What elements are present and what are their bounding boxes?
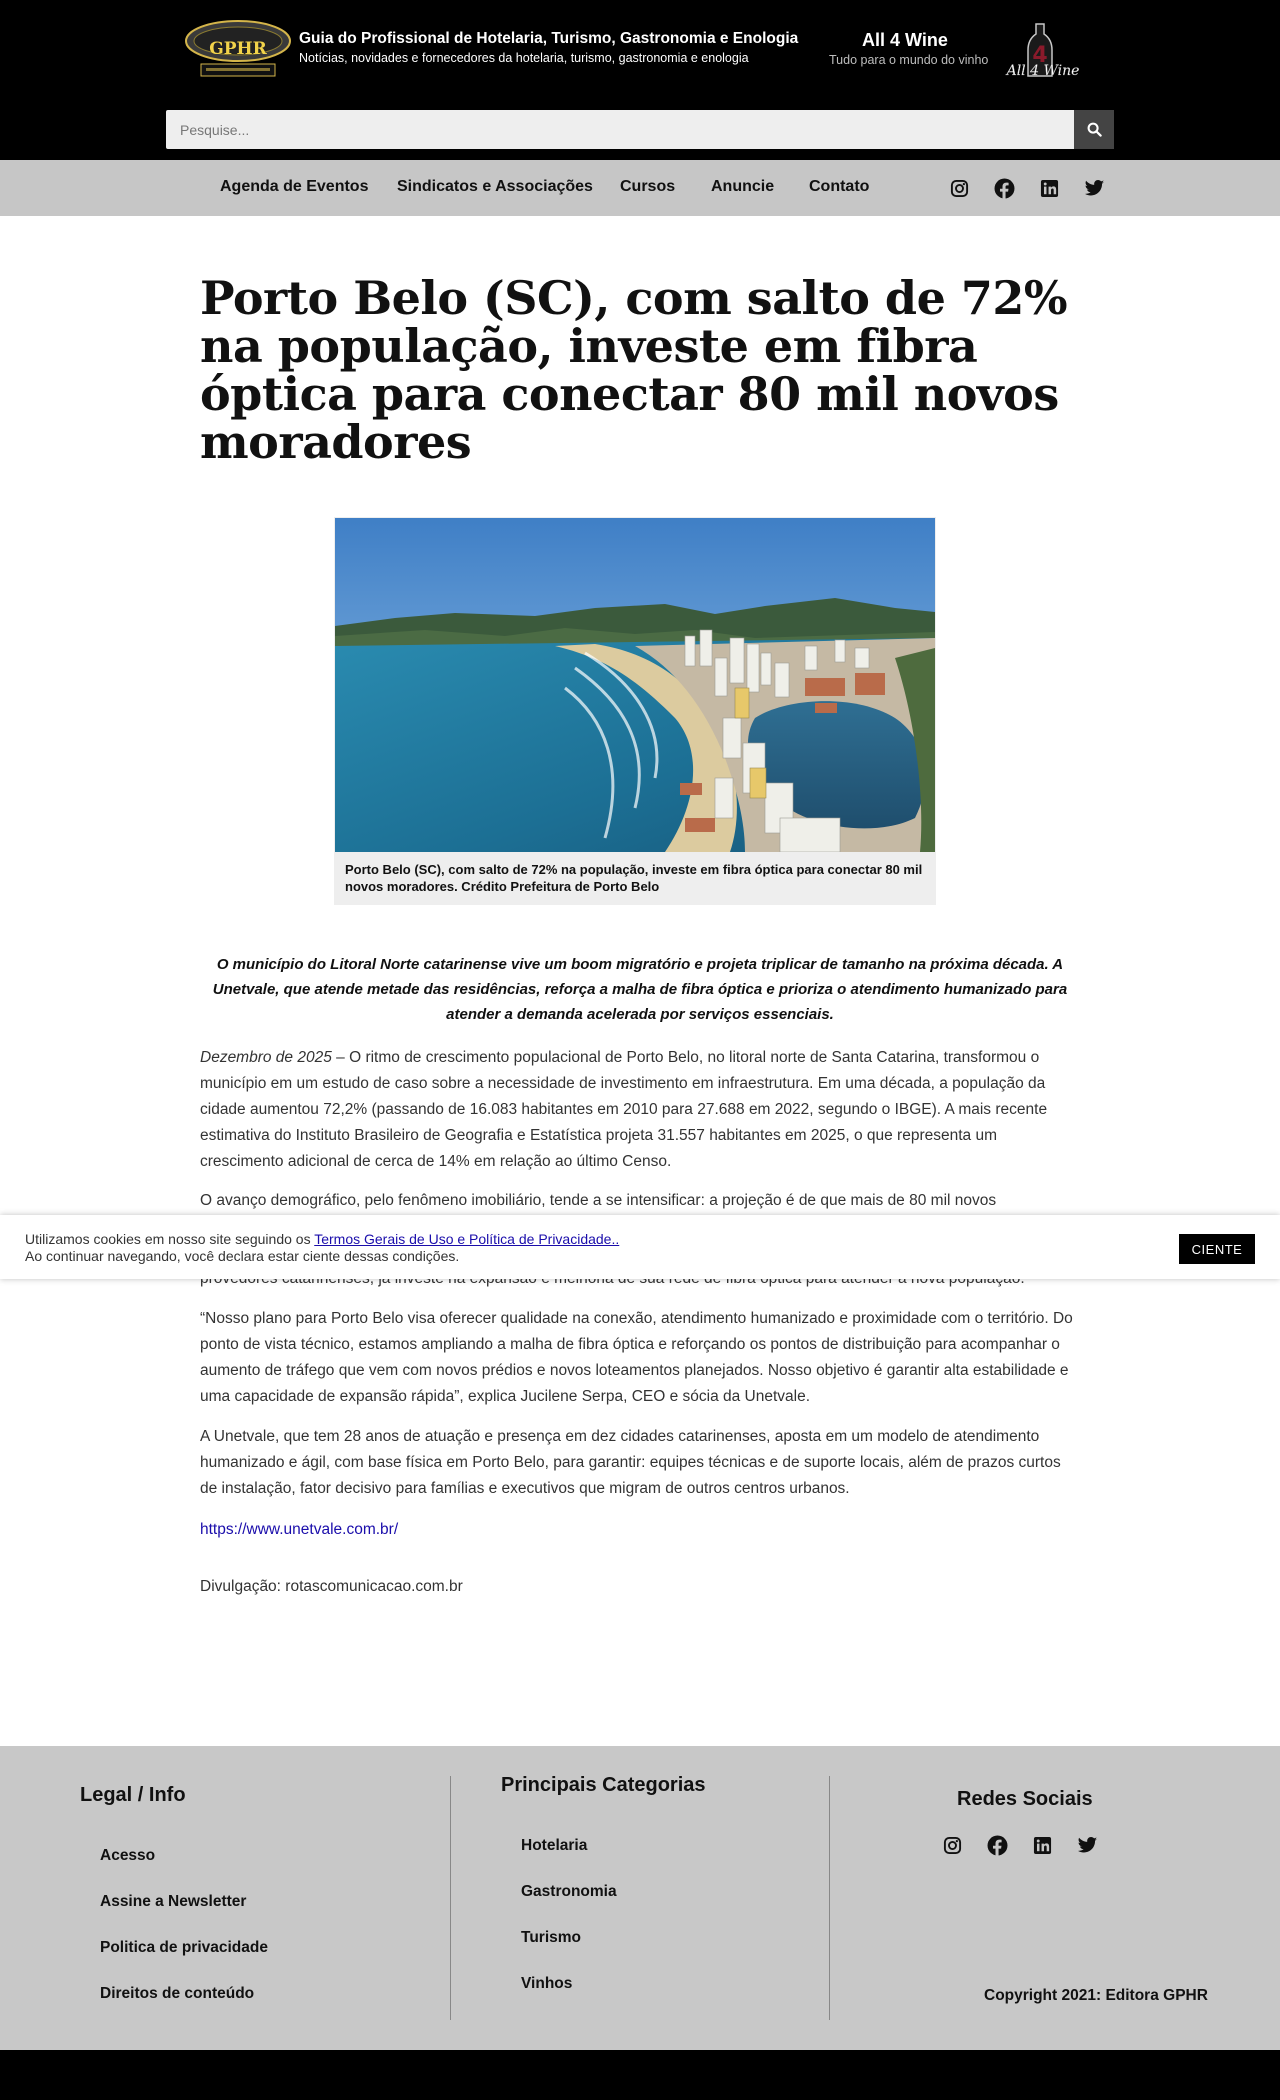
cookie-text <box>25 1231 619 1265</box>
header-social-links <box>948 177 1105 199</box>
footer-social-title: Redes Sociais <box>957 1788 1093 1810</box>
nav-item-contato[interactable]: Contato <box>809 178 870 195</box>
twitter-icon[interactable] <box>1076 1834 1098 1856</box>
footer-category-vinhos[interactable]: Vinhos <box>521 1975 573 1992</box>
footer-social-links <box>941 1834 1098 1856</box>
nav-item-anuncie[interactable]: Anuncie <box>711 178 775 195</box>
footer-category-gastronomia[interactable]: Gastronomia <box>521 1883 617 1900</box>
brand-title[interactable]: Guia do Profissional de Hotelaria, Turismo, Gastronomia e Enologia <box>299 30 799 47</box>
cookie-text-intro: Utilizamos cookies em nosso site seguindo os <box>25 1231 315 1247</box>
footer-copyright: Copyright 2021: Editora GPHR <box>984 1987 1208 2004</box>
linkedin-icon[interactable] <box>1038 177 1060 199</box>
nav-item-cursos[interactable]: Cursos <box>620 178 676 195</box>
footer-legal-title: Legal / Info <box>80 1784 186 1806</box>
footer-divider-2 <box>829 1776 830 2020</box>
all4wine-logo[interactable] <box>996 20 1090 80</box>
search-input[interactable] <box>166 110 1074 149</box>
article-paragraph-1 <box>200 1045 1080 1175</box>
nav-item-sindicatos[interactable]: Sindicatos e Associações <box>397 178 593 195</box>
cookie-banner <box>0 1215 1280 1279</box>
cookie-terms-link[interactable]: Termos Gerais de Uso e Política de Privacidade.. <box>314 1231 620 1247</box>
footer-bottom-bar <box>0 2050 1280 2100</box>
footer-category-hotelaria[interactable]: Hotelaria <box>521 1837 588 1854</box>
footer-link-acesso[interactable]: Acesso <box>100 1847 156 1864</box>
all4wine-title[interactable]: All 4 Wine <box>862 30 948 50</box>
article-title: Porto Belo (SC), com salto de 72% na população, investe em fibra óptica para conectar 80 mil novos moradores <box>200 271 1068 469</box>
footer-category-turismo[interactable]: Turismo <box>521 1929 581 1946</box>
article-figure <box>334 517 936 905</box>
linkedin-icon[interactable] <box>1031 1834 1053 1856</box>
search-button[interactable] <box>1074 110 1114 149</box>
article-paragraph-2-top: O avanço demográfico, pelo fenômeno imobiliário, tende a se intensificar: a projeção é de que mais de 80 mil novos <box>200 1192 997 1209</box>
article-paragraph-1-text: – O ritmo de crescimento populacional de Porto Belo, no litoral norte de Santa Catarina, transformou o município em um estudo de caso sobre a necessidade de investimento em infraestrutura. Em uma década, a população da cidade aumentou 72,2% (passando de 16.083 habitantes em 2010 para 27.688 em 2022, segundo o IBGE). A mais recente estimativa do Instituto Brasileiro de Geografia e Estatística projeta 31.557 habitantes em 2025, o que representa um crescimento adicional de cerca de 14% em relação ao último Censo. <box>200 1049 1048 1170</box>
article-lead: O município do Litoral Norte catarinense vive um boom migratório e projeta triplicar de tamanho na próxima década. A Unetvale, que atende metade das residências, reforça a malha de fibra óptica e prioriza o atendimento humanizado para atender a demanda acelerada por serviços essenciais. <box>212 956 1068 1023</box>
twitter-icon[interactable] <box>1083 177 1105 199</box>
footer-link-direitos[interactable]: Direitos de conteúdo <box>100 1985 255 2002</box>
svg-text:4: 4 <box>1032 43 1048 68</box>
brand-subtitle: Notícias, novidades e fornecedores da hotelaria, turismo, gastronomia e enologia <box>299 51 749 65</box>
footer-link-privacidade[interactable]: Politica de privacidade <box>100 1939 268 1956</box>
facebook-icon[interactable] <box>986 1834 1008 1856</box>
unetvale-link[interactable]: https://www.unetvale.com.br/ <box>200 1521 399 1538</box>
instagram-icon[interactable] <box>941 1834 963 1856</box>
footer-divider-1 <box>450 1776 451 2020</box>
footer-categories-title: Principais Categorias <box>501 1774 706 1796</box>
main-nav <box>0 160 1280 216</box>
site-footer <box>0 1746 1280 2050</box>
facebook-icon[interactable] <box>993 177 1015 199</box>
search-icon <box>1087 122 1102 137</box>
gphr-logo[interactable] <box>184 19 292 79</box>
instagram-icon[interactable] <box>948 177 970 199</box>
article-dateline: Dezembro de 2025 <box>200 1049 332 1066</box>
article-photo[interactable] <box>335 518 935 852</box>
site-header <box>0 0 1280 160</box>
article-credit: Divulgação: rotascomunicacao.com.br <box>200 1578 463 1595</box>
article-paragraph-3: “Nosso plano para Porto Belo visa oferecer qualidade na conexão, atendimento humanizado e proximidade com o território. Do ponto de vista técnico, estamos ampliando a malha de fibra óptica e reforçando os pontos de distribuição para acompanhar o aumento de tráfego que vem com novos prédios e novos loteamentos planejados. Nosso objetivo é garantir alta estabilidade e uma capacidade de expansão rápida”, explica Jucilene Serpa, CEO e sócia da Unetvale. <box>200 1310 1073 1405</box>
all4wine-subtitle: Tudo para o mundo do vinho <box>829 53 989 67</box>
nav-item-agenda[interactable]: Agenda de Eventos <box>220 178 369 195</box>
cookie-accept-button[interactable]: CIENTE <box>1179 1234 1255 1264</box>
svg-text:GPHR: GPHR <box>209 39 267 59</box>
photo-caption: Porto Belo (SC), com salto de 72% na população, investe em fibra óptica para conectar 80 mil novos moradores. Crédito Prefeitura de Porto Belo <box>345 862 923 894</box>
footer-link-newsletter[interactable]: Assine a Newsletter <box>100 1893 247 1910</box>
svg-text:All 4 Wine: All 4 Wine <box>1006 63 1080 79</box>
cookie-text-line2: Ao continuar navegando, você declara estar ciente dessas condições. <box>25 1248 460 1264</box>
article-paragraph-4: A Unetvale, que tem 28 anos de atuação e presença em dez cidades catarinenses, aposta em um modelo de atendimento humanizado e ágil, com base física em Porto Belo, para garantir: equipes técnicas e de suporte locais, além de prazos curtos de instalação, fator decisivo para famílias e executivos que migram de outros centros urbanos. <box>200 1428 1061 1497</box>
